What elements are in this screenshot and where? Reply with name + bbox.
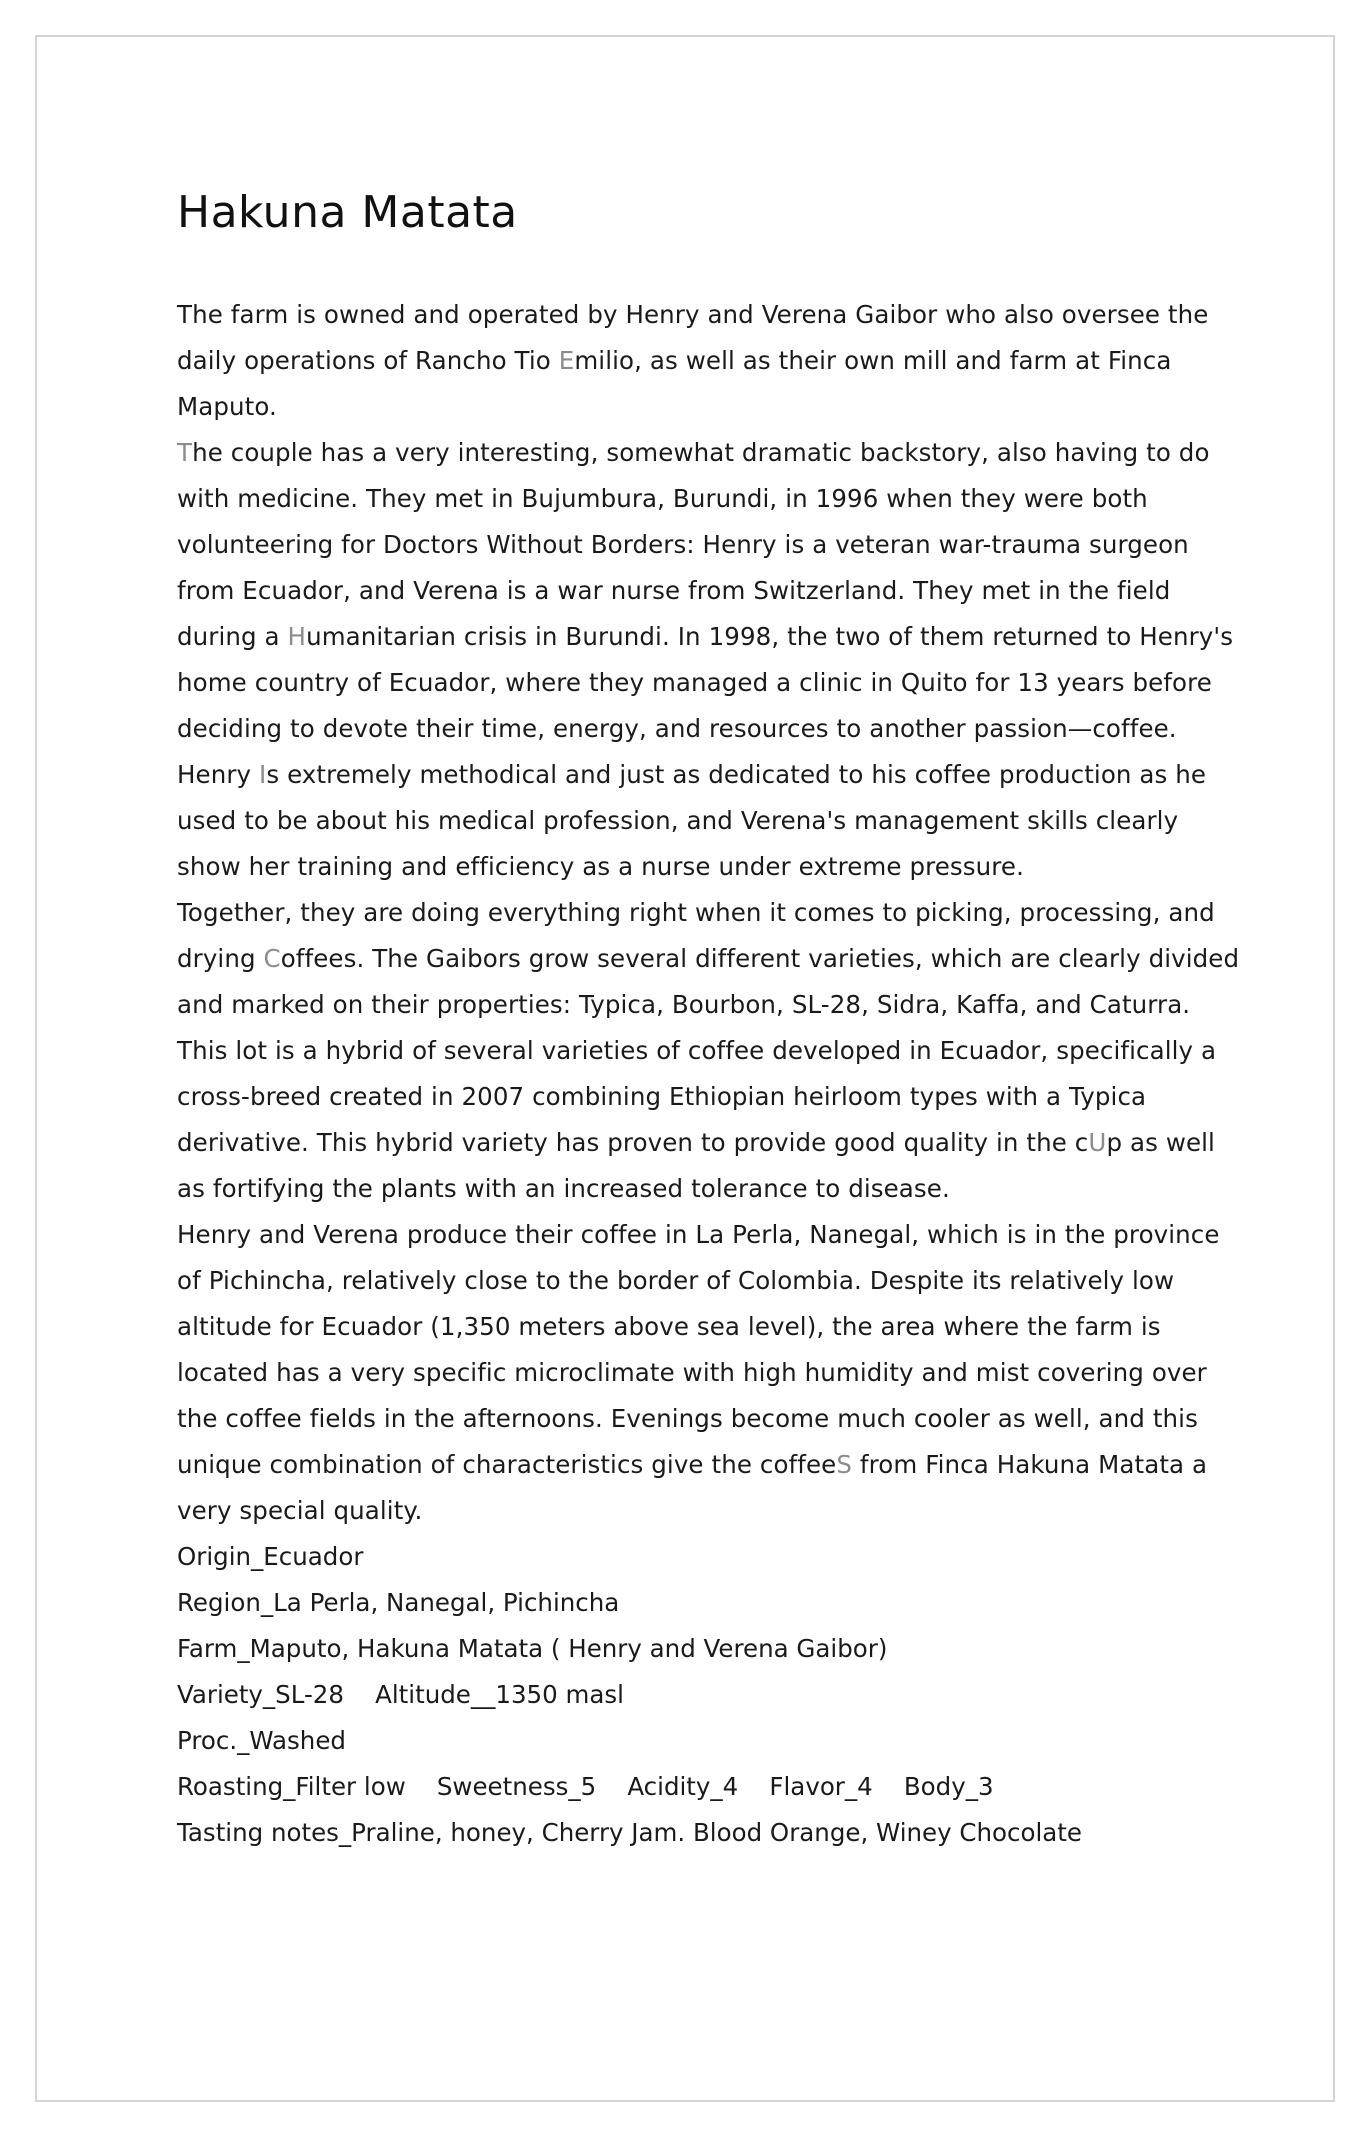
spec-tasting-notes: Tasting notes_Praline, honey, Cherry Jam. Blood Orange, Winey Chocolate	[177, 1817, 1082, 1847]
paragraph-varieties	[177, 890, 1247, 1212]
highlighted-letter: S	[836, 1449, 853, 1479]
page-title: Hakuna Matata	[177, 187, 518, 238]
highlighted-letter: E	[558, 345, 575, 375]
paragraph-text: from Finca Hakuna Matata a very special quality.	[177, 1449, 1208, 1525]
paragraph-text: Together, they are doing everything right when it comes to picking, processing, and drying	[177, 897, 1215, 973]
document-frame	[35, 35, 1335, 2102]
paragraph-farm-owners	[177, 292, 1247, 430]
spec-farm: Farm_Maputo, Hakuna Matata ( Henry and Verena Gaibor)	[177, 1633, 888, 1663]
paragraph-location	[177, 1212, 1247, 1534]
paragraph-text: The farm is owned and operated by Henry and Verena Gaibor who also oversee the daily operations of Rancho Tio	[177, 299, 1209, 375]
spec-process: Proc._Washed	[177, 1725, 346, 1755]
coffee-specs	[177, 1534, 1247, 1856]
document-content	[177, 187, 1247, 1856]
paragraph-text: s extremely methodical and just as dedicated to his coffee production as he used to be about his medical profession, and Verena's management skills clearly show her training and efficiency as a nurse under extreme pressure.	[177, 759, 1207, 881]
spec-origin: Origin_Ecuador	[177, 1541, 364, 1571]
highlighted-letter: I	[258, 759, 267, 789]
highlighted-letter: C	[263, 943, 281, 973]
spec-region: Region_La Perla, Nanegal, Pichincha	[177, 1587, 620, 1617]
paragraph-text: offees. The Gaibors grow several different varieties, which are clearly divided and marked on their properties: Typica, Bourbon, SL-28, Sidra, Kaffa, and Caturra. This lot is a hybrid of several varieties of coffee developed in Ecuador, specifically a cross-breed created in 2007 combining Ethiopian heirloom types with a Typica derivative. This hybrid variety has proven to provide good quality in the c	[177, 943, 1240, 1157]
paragraph-text: he couple has a very interesting, somewhat dramatic backstory, also having to do with medicine. They met in Bujumbura, Burundi, in 1996 when they were both volunteering for Doctors Without Borders: Henry is a veteran war-trauma surgeon from Ecuador, and Verena is a war nurse from Switzerland. They met in the field during a	[177, 437, 1210, 651]
highlighted-letter: U	[1088, 1127, 1107, 1157]
highlighted-letter: H	[287, 621, 307, 651]
paragraph-text: p as well as fortifying the plants with an increased tolerance to disease.	[177, 1127, 1215, 1203]
paragraph-text: milio, as well as their own mill and farm at Finca Maputo.	[177, 345, 1172, 421]
paragraph-text: Henry and Verena produce their coffee in La Perla, Nanegal, which is in the province of Pichincha, relatively close to the border of Colombia. Despite its relatively low altitude for Ecuador (1,350 meters above sea level), the area where the farm is located has a very specific microclimate with high humidity and mist covering over the coffee fields in the afternoons. Evenings become much cooler as well, and this unique combination of characteristics give the coffee	[177, 1219, 1220, 1479]
description-body	[177, 292, 1247, 1534]
spec-variety-altitude: Variety_SL-28 Altitude__1350 masl	[177, 1679, 624, 1709]
paragraph-text: umanitarian crisis in Burundi. In 1998, the two of them returned to Henry's home country of Ecuador, where they managed a clinic in Quito for 13 years before deciding to devote their time, energy, and resources to another passion—coffee. Henry	[177, 621, 1234, 789]
paragraph-backstory	[177, 430, 1247, 890]
highlighted-letter: T	[177, 437, 193, 467]
spec-roasting-profile: Roasting_Filter low Sweetness_5 Acidity_4 Flavor_4 Body_3	[177, 1771, 994, 1801]
